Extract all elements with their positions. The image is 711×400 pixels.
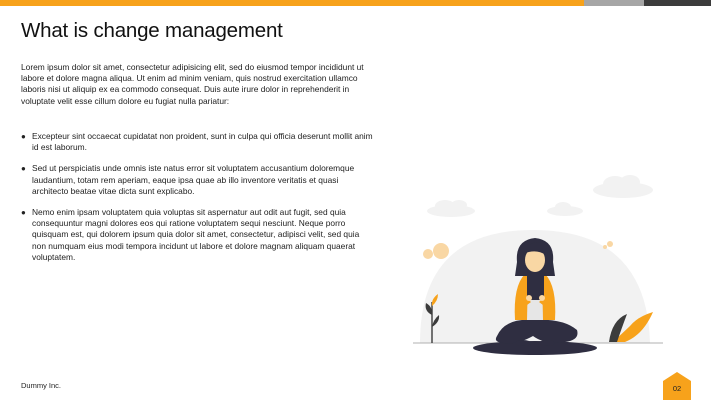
bullet-item [21, 207, 373, 263]
intro-paragraph: Lorem ipsum dolor sit amet, consectetur adipisicing elit, sed do eiusmod tempor incididunt ut labore et dolore magna aliqua. Ut enim ad minim veniam, quis nostrud exercitation ullamco laboris nisi ut aliquip ex ea commodo consequat. Duis aute irure dolor in reprehenderit in voluptate velit esse cillum dolore eu fugiat nulla pariatur: [21, 62, 364, 106]
top-bar-dark-segment [644, 0, 711, 6]
slide-title: What is change management [21, 19, 283, 42]
cloud-icon [593, 175, 653, 198]
cloud-icon [427, 200, 475, 217]
top-bar-gray-segment [584, 0, 644, 6]
bullet-text: Nemo enim ipsam voluptatem quia voluptas sit aspernatur aut odit aut fugit, sed quia consequuntur magni dolores eos qui ratione voluptatem sequi nesciunt. Neque porro quisquam est, qui dolorem ipsum quia dolor sit amet, consectetur, adipisci velit, sed quia non numquam eius modi tempora incidunt ut labore et dolore magnam aliquam quaerat voluptatem. [32, 207, 360, 262]
page-number: 02 [672, 384, 682, 393]
bullet-text: Sed ut perspiciatis unde omnis iste natus error sit voluptatem accusantium doloremque laudantium, totam rem aperiam, eaque ipsa quae ab illo inventore veritatis et quasi architecto beatae vitae dicta sunt explicabo. [32, 163, 355, 196]
bullet-list [21, 131, 373, 273]
top-accent-bar [0, 0, 711, 6]
bullet-item [21, 131, 373, 153]
bullet-dot-icon: ● [21, 164, 26, 174]
top-bar-orange-segment [0, 0, 584, 6]
bullet-text: Excepteur sint occaecat cupidatat non proident, sunt in culpa qui officia deserunt mollit anim id est laborum. [32, 131, 373, 153]
footer-company-name: Dummy Inc. [21, 381, 62, 390]
bullet-dot-icon: ● [21, 132, 26, 141]
cloud-icon [547, 202, 583, 216]
person-sitting-with-phone-illustration [405, 170, 670, 365]
bullet-dot-icon: ● [21, 208, 26, 218]
bullet-item [21, 163, 373, 197]
pentagon-page-badge-icon [663, 372, 691, 400]
